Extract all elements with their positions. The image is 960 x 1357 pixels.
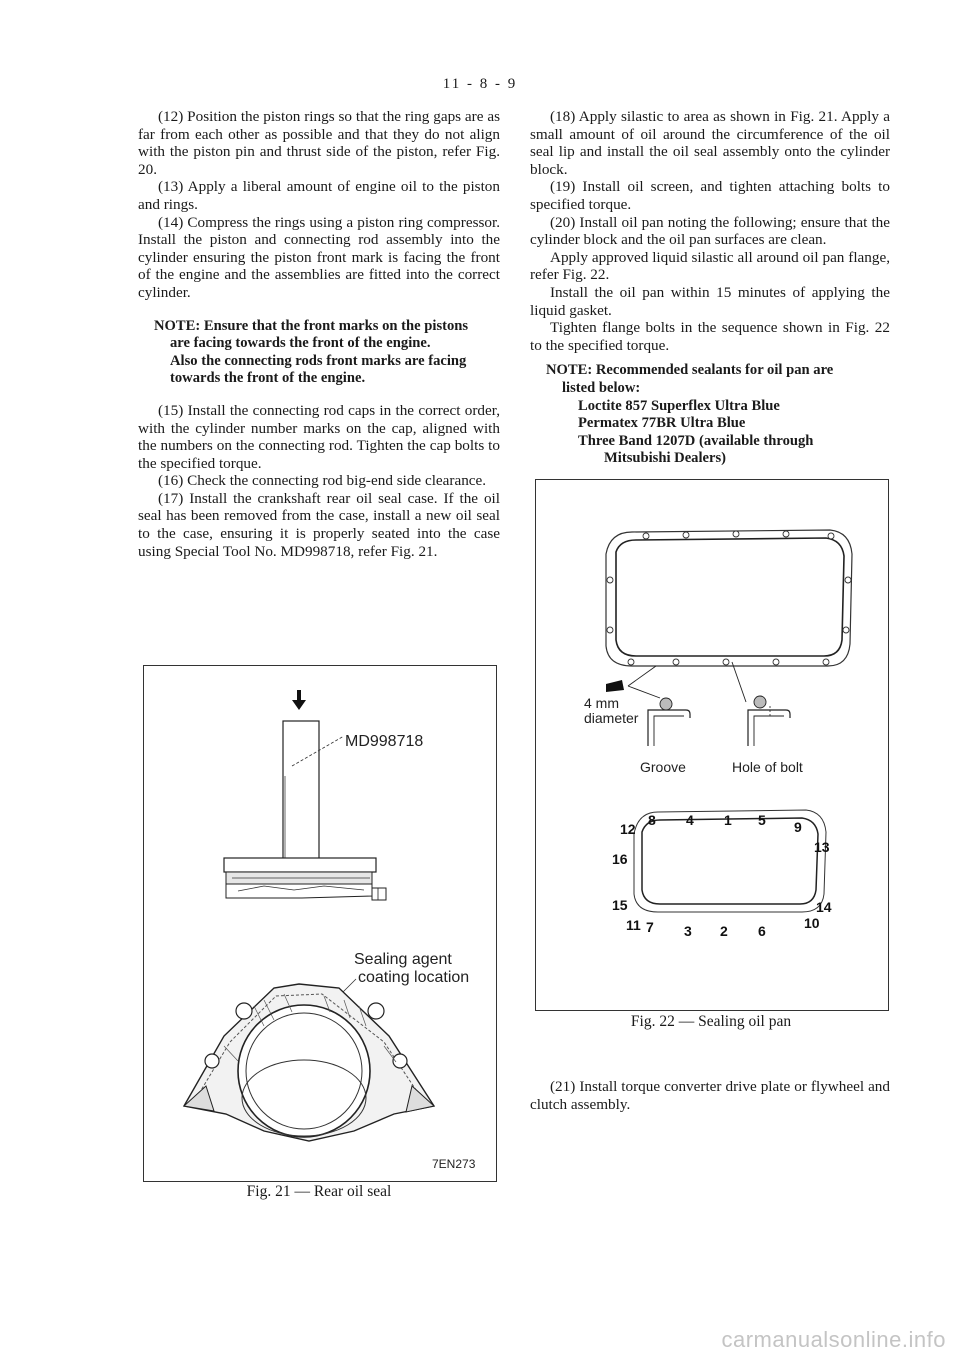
step-20-silastic: Apply approved liquid silastic all around oil pan flange, refer Fig. 22. [530, 248, 890, 284]
diameter-label: diameter [584, 710, 639, 726]
watermark[interactable]: carmanualsonline.info [721, 1327, 946, 1352]
seq-number: 12 [620, 821, 636, 837]
figure-22-sealing-oil-pan [535, 479, 889, 1011]
seq-number: 16 [612, 851, 628, 867]
seq-number: 8 [648, 812, 656, 828]
sealant-item: Three Band 1207D (available through [578, 432, 814, 449]
step-20: (20) Install oil pan noting the following; ensure that the cylinder block and the oil pan surfaces are clean. [530, 213, 890, 249]
groove-label: Groove [640, 759, 686, 775]
figure-code: 7EN273 [432, 1157, 476, 1171]
hole-label: Hole of bolt [732, 759, 803, 775]
note-line: are facing towards the front of the engine. [170, 335, 431, 352]
step-17: (17) Install the crankshaft rear oil seal case. If the oil seal has been removed from the case, install a new oil seal to the case, ensuring it is properly seated into the case using Special Tool No. MD998718, refer Fig. 21. [138, 489, 500, 560]
seq-number: 15 [612, 897, 628, 913]
sealant-item: Mitsubishi Dealers) [604, 450, 727, 467]
note-line: NOTE: Ensure that the front marks on the pistons [154, 317, 469, 334]
step-19: (19) Install oil screen, and tighten attaching bolts to specified torque. [530, 178, 890, 213]
sealant-item: Loctite 857 Superflex Ultra Blue [578, 397, 780, 414]
seq-number: 4 [686, 812, 694, 828]
figure-21-rear-oil-seal [143, 665, 497, 1182]
seq-number: 1 [724, 812, 732, 828]
step-16: (16) Check the connecting rod big-end side clearance. [158, 472, 487, 490]
seq-number: 3 [684, 923, 692, 939]
seq-number: 7 [646, 919, 654, 935]
note-line: towards the front of the engine. [170, 370, 366, 387]
step-21: (21) Install torque converter drive plate or flywheel and clutch assembly. [530, 1078, 890, 1113]
piston-note [138, 318, 500, 388]
note-line: Also the connecting rods front marks are facing [170, 352, 467, 369]
figure-21-caption: Fig. 21 — Rear oil seal [246, 1183, 392, 1200]
oil-pan-top-view [616, 538, 844, 656]
diameter-label: 4 mm [584, 695, 619, 711]
seq-number: 9 [794, 819, 802, 835]
step-18: (18) Apply silastic to area as shown in Fig. 21. Apply a small amount of oil around the circumference of the oil seal lip and install the oil seal assembly onto the cylinder block. [530, 108, 890, 178]
tool-shaft [283, 721, 319, 861]
left-column [138, 108, 500, 560]
seq-number: 5 [758, 812, 766, 828]
step-20-torque: Tighten flange bolts in the sequence shown in Fig. 22 to the specified torque. [530, 319, 890, 354]
seq-number: 14 [816, 899, 832, 915]
sealant-item: Permatex 77BR Ultra Blue [578, 415, 746, 432]
seq-number: 6 [758, 923, 766, 939]
tool-label: MD998718 [345, 733, 424, 750]
note-line: NOTE: Recommended sealants for oil pan are [546, 362, 834, 379]
note-line: listed below: [562, 379, 641, 396]
oil-pan-sequence-view [642, 818, 818, 904]
sealant-tube-icon [606, 680, 624, 692]
press-arrow-icon [292, 690, 306, 710]
sealing-label: coating location [358, 969, 470, 986]
step-13: (13) Apply a liberal amount of engine oil to the piston and rings. [138, 178, 500, 213]
rear-oil-seal-illustration [144, 666, 496, 1181]
step-15: (15) Install the connecting rod caps in the correct order, with the cylinder number marks on the cap, aligned with the numbers on the connecting rod. Tighten the cap bolts to the specified torque. [138, 401, 500, 472]
seq-number: 13 [814, 839, 830, 855]
sealant-note [530, 362, 890, 468]
sealing-label: Sealing agent [354, 951, 452, 968]
step-14: (14) Compress the rings using a piston ring compressor. Install the piston and connecting rod assembly into the cylinder ensuring the piston front mark is facing the front of the engine and the assemblies are fitted into the correct cylinder. [138, 213, 500, 301]
seq-number: 11 [626, 917, 641, 933]
seq-number: 10 [804, 915, 820, 931]
step-12: (12) Position the piston rings so that the ring gaps are as far from each other as possible and that they do not align with the piston pin and thrust side of the piston, refer Fig. 20. [138, 108, 500, 178]
figure-22-caption: Fig. 22 — Sealing oil pan [630, 1013, 792, 1030]
right-column [530, 108, 890, 482]
seq-number: 2 [720, 923, 728, 939]
step-20-time: Install the oil pan within 15 minutes of applying the liquid gasket. [530, 283, 890, 319]
oil-pan-illustration [536, 480, 888, 1010]
page-number: 11 - 8 - 9 [442, 76, 518, 92]
